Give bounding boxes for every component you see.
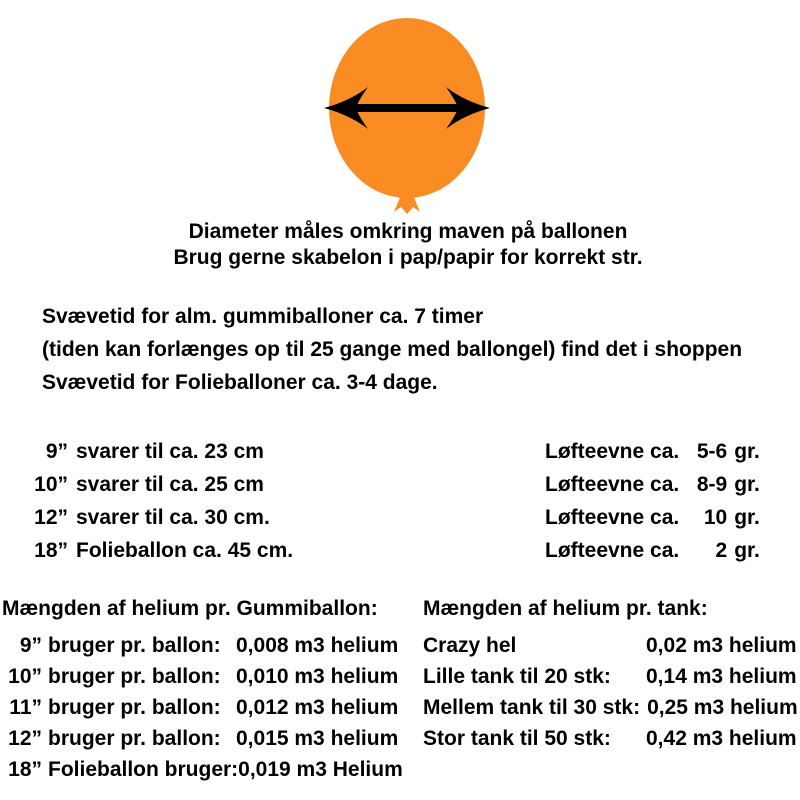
- row-label: bruger pr. ballon:: [48, 665, 221, 688]
- size-row: [0, 468, 800, 501]
- helium-tank-row: [423, 661, 799, 692]
- helium-tank-row: [423, 692, 799, 723]
- helium-balloon-row: [2, 630, 416, 661]
- lift-label: Løfteevne ca.: [545, 506, 680, 529]
- lift-label: Løfteevne ca.: [545, 473, 680, 496]
- lift-value: 8-9: [696, 473, 728, 496]
- helium-per-tank-table: [423, 593, 799, 754]
- lift-unit: gr.: [734, 539, 760, 562]
- row-value: 0,02 m3 helium: [646, 634, 797, 657]
- lift-unit: gr.: [734, 473, 760, 496]
- helium-balloon-row: [2, 692, 416, 723]
- size-inches: 10”: [34, 473, 68, 496]
- row-label: bruger pr. ballon:: [48, 727, 221, 750]
- lift-value: 5-6: [696, 440, 728, 463]
- helium-tank-row: [423, 723, 799, 754]
- row-label: Crazy hel: [423, 634, 517, 657]
- row-label: bruger pr. ballon:: [48, 696, 221, 719]
- row-value: 0,010 m3 helium: [236, 665, 399, 688]
- size-inches: 12”: [8, 727, 42, 750]
- size-text: svarer til ca. 23 cm: [76, 440, 264, 463]
- balloon-knot: [394, 195, 420, 214]
- size-text: Folieballon ca. 45 cm.: [76, 539, 294, 562]
- lift-value: 10: [703, 506, 728, 529]
- float-time-block: [42, 300, 742, 399]
- row-value: 0,008 m3 helium: [236, 634, 399, 657]
- lift-label: Løfteevne ca.: [545, 440, 680, 463]
- lift-label: Løfteevne ca.: [545, 539, 680, 562]
- size-inches: 11”: [9, 696, 42, 719]
- row-value: 0,019 m3 Helium: [238, 758, 403, 781]
- size-inches: 9”: [45, 440, 68, 463]
- row-value: 0,012 m3 helium: [236, 696, 399, 719]
- row-value: 0,14 m3 helium: [646, 665, 797, 688]
- helium-balloon-row: [2, 723, 416, 754]
- size-inches: 10”: [8, 665, 42, 688]
- row-label: Mellem tank til 30 stk:: [423, 696, 641, 719]
- helium-per-balloon-title: Mængden af helium pr. Gummiballon:: [2, 597, 378, 620]
- size-text: svarer til ca. 25 cm: [76, 473, 264, 496]
- size-row: [0, 501, 800, 534]
- row-label: Stor tank til 50 stk:: [423, 727, 611, 750]
- row-label: Folieballon bruger:: [48, 758, 239, 781]
- size-row: [0, 435, 800, 468]
- float-time-line-3: Svævetid for Folieballoner ca. 3-4 dage.: [42, 371, 438, 394]
- float-time-line-1: Svævetid for alm. gummiballoner ca. 7 timer: [42, 305, 484, 328]
- size-text: svarer til ca. 30 cm.: [76, 506, 270, 529]
- size-lift-table: [0, 435, 800, 567]
- caption-line-1: Diameter måles omkring maven på ballonen: [188, 220, 628, 243]
- row-value: 0,015 m3 helium: [236, 727, 399, 750]
- helium-per-tank-title: Mængden af helium pr. tank:: [423, 597, 708, 620]
- size-inches: 9”: [19, 634, 42, 657]
- row-value: 0,42 m3 helium: [646, 727, 797, 750]
- lift-unit: gr.: [734, 506, 760, 529]
- size-row: [0, 534, 800, 567]
- caption-line-2: Brug gerne skabelon i pap/papir for korrekt str.: [173, 246, 643, 269]
- helium-per-balloon-table: [2, 593, 416, 785]
- helium-balloon-row: [2, 754, 416, 785]
- size-inches: 12”: [34, 506, 68, 529]
- diameter-caption: [8, 219, 800, 271]
- lift-value: 2: [715, 539, 728, 562]
- helium-balloon-row: [2, 661, 416, 692]
- helium-tank-row: [423, 630, 799, 661]
- balloon-icon: [322, 14, 492, 216]
- row-value: 0,25 m3 helium: [647, 696, 798, 719]
- row-label: bruger pr. ballon:: [48, 634, 221, 657]
- row-label: Lille tank til 20 stk:: [423, 665, 611, 688]
- float-time-line-2: (tiden kan forlænges op til 25 gange med ballongel) find det i shoppen: [42, 338, 743, 361]
- size-inches: 18”: [8, 758, 42, 781]
- size-inches: 18”: [34, 539, 68, 562]
- lift-unit: gr.: [734, 440, 760, 463]
